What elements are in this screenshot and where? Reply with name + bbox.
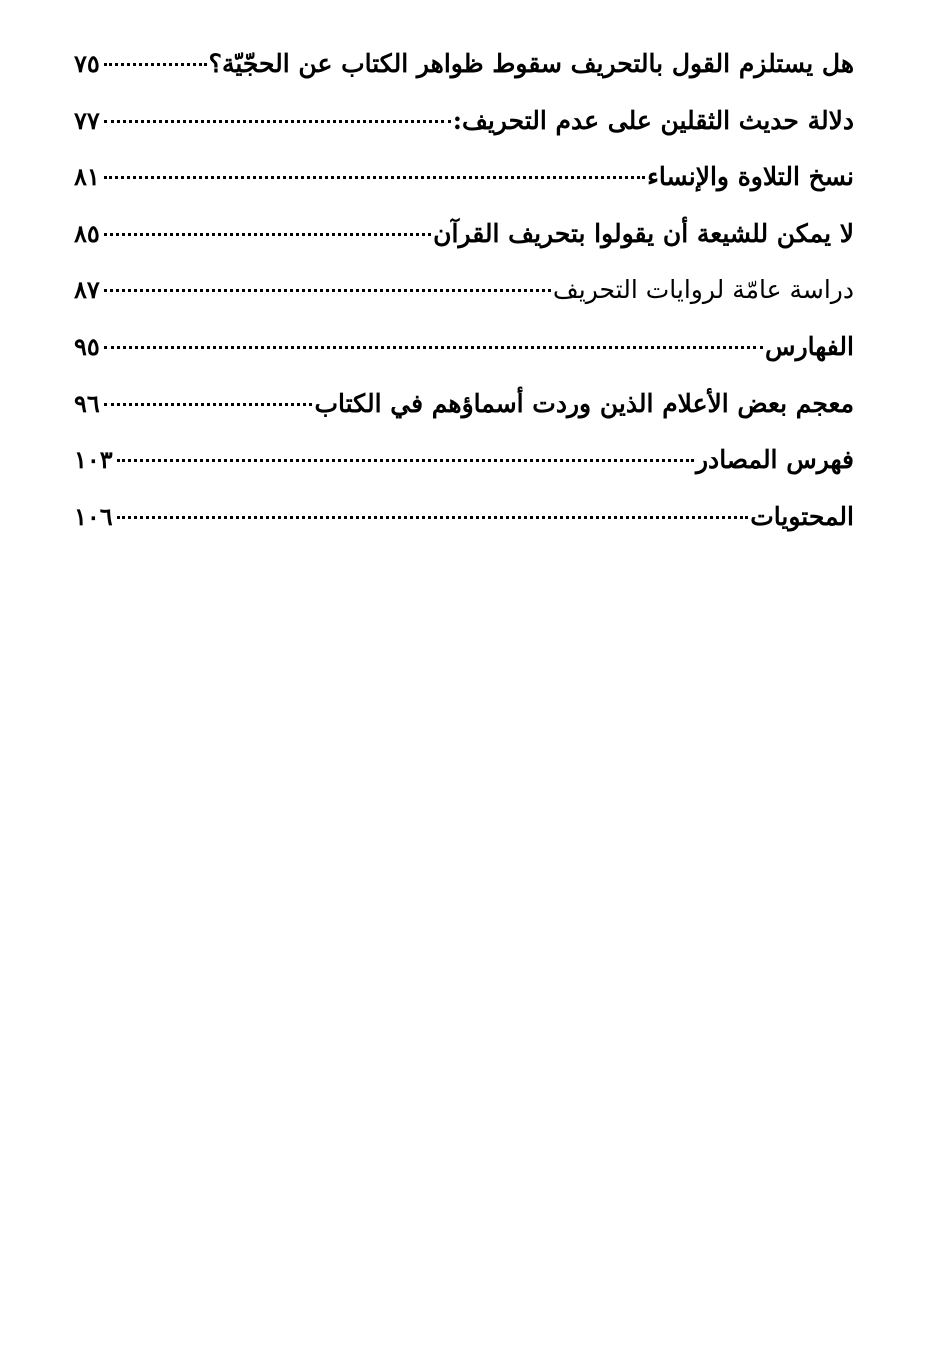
toc-dot-leader xyxy=(104,289,551,292)
toc-dot-leader xyxy=(104,346,763,349)
toc-entry-title: نسخ التلاوة والإنساء xyxy=(647,162,854,192)
toc-entry xyxy=(74,432,854,489)
toc-dot-leader xyxy=(104,120,451,123)
toc-dot-leader xyxy=(104,403,313,406)
toc-entry-title: هل يستلزم القول بالتحريف سقوط ظواهر الكتاب عن الحجّيّة؟ xyxy=(208,49,854,78)
toc-entry-page: ٧٥ xyxy=(74,49,100,78)
toc-entry-title: دلالة حديث الثقلين على عدم التحريف: xyxy=(452,105,854,135)
toc-entry xyxy=(74,319,854,376)
toc-entry-page: ١٠٦ xyxy=(74,501,113,531)
toc-entry-page: ٩٦ xyxy=(74,388,100,418)
toc-entry-title: دراسة عامّة لروايات التحريف xyxy=(552,275,854,305)
toc-entry xyxy=(74,149,854,206)
toc-entry xyxy=(74,376,854,433)
toc-entry-title: معجم بعض الأعلام الذين وردت أسماؤهم في الكتاب xyxy=(314,388,854,418)
table-of-contents xyxy=(74,36,854,545)
toc-entry-title: المحتويات xyxy=(750,501,854,531)
toc-dot-leader xyxy=(104,176,645,179)
toc-entry xyxy=(74,489,854,546)
toc-entry-page: ٨٧ xyxy=(74,275,100,305)
toc-entry xyxy=(74,36,854,93)
toc-dot-leader xyxy=(104,233,431,236)
toc-entry-title: لا يمكن للشيعة أن يقولوا بتحريف القرآن xyxy=(433,218,854,248)
toc-entry-page: ٩٥ xyxy=(74,331,100,361)
toc-entry-page: ٨١ xyxy=(74,162,100,192)
toc-entry xyxy=(74,206,854,263)
toc-dot-leader xyxy=(117,459,694,462)
toc-entry-page: ٨٥ xyxy=(74,218,100,248)
toc-entry xyxy=(74,93,854,150)
toc-entry-title: الفهارس xyxy=(765,331,854,361)
toc-entry-page: ١٠٣ xyxy=(74,445,113,475)
toc-dot-leader xyxy=(117,516,749,519)
toc-entry xyxy=(74,262,854,319)
toc-dot-leader xyxy=(104,63,207,66)
toc-entry-page: ٧٧ xyxy=(74,105,100,135)
toc-entry-title: فهرس المصادر xyxy=(695,445,854,475)
